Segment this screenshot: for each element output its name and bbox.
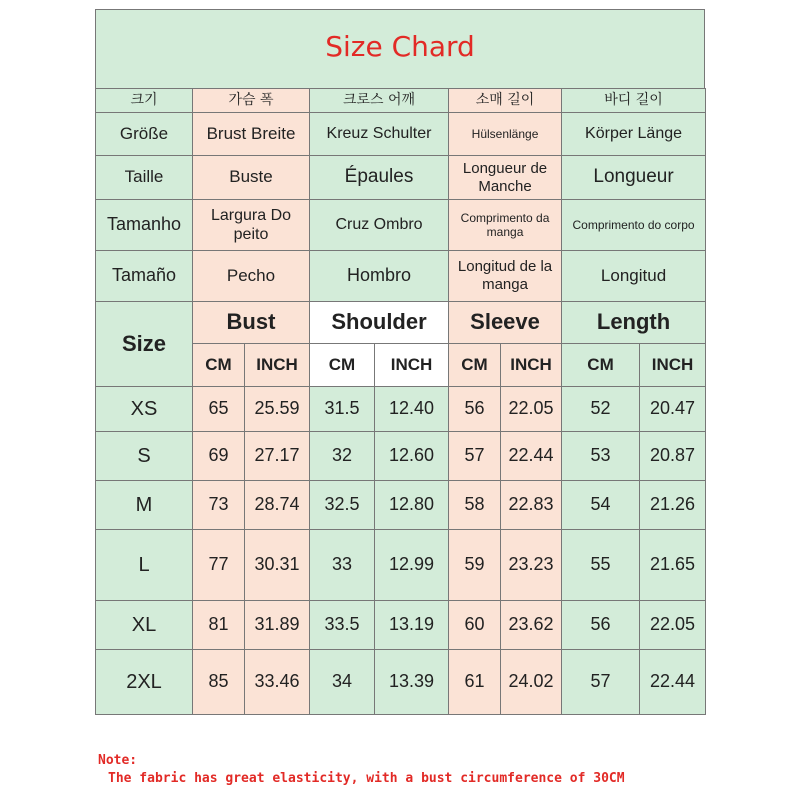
translation-bust: Pecho — [193, 251, 310, 302]
length-inch: 22.05 — [640, 601, 706, 650]
translation-size: 크기 — [96, 89, 193, 113]
translation-shoulder: 크로스 어깨 — [310, 89, 449, 113]
shoulder-inch: 12.40 — [375, 387, 449, 432]
sleeve-cm: 60 — [449, 601, 501, 650]
shoulder-header: Shoulder — [310, 302, 449, 344]
translation-shoulder: Épaules — [310, 156, 449, 200]
shoulder-inch: 13.39 — [375, 650, 449, 715]
size-label: XL — [96, 601, 193, 650]
shoulder-cm: 32 — [310, 432, 375, 481]
bust-inch: 27.17 — [245, 432, 310, 481]
size-label: 2XL — [96, 650, 193, 715]
length-cm: 55 — [562, 530, 640, 601]
unit-cm: CM — [449, 344, 501, 387]
size-chart — [95, 9, 705, 715]
translation-sleeve: Comprimento da manga — [449, 200, 562, 251]
translation-bust: Brust Breite — [193, 113, 310, 156]
title-bar — [95, 9, 705, 88]
translation-length: Longitud — [562, 251, 706, 302]
bust-inch: 25.59 — [245, 387, 310, 432]
shoulder-cm: 34 — [310, 650, 375, 715]
size-row — [96, 432, 706, 481]
bust-inch: 33.46 — [245, 650, 310, 715]
shoulder-cm: 33.5 — [310, 601, 375, 650]
unit-cm: CM — [193, 344, 245, 387]
translation-bust: Buste — [193, 156, 310, 200]
length-inch: 21.65 — [640, 530, 706, 601]
size-row — [96, 650, 706, 715]
size-label: S — [96, 432, 193, 481]
note-text: The fabric has great elasticity, with a bust circumference of 30CM — [108, 771, 625, 786]
note — [98, 752, 798, 788]
bust-header: Bust — [193, 302, 310, 344]
translation-shoulder: Kreuz Schulter — [310, 113, 449, 156]
sleeve-inch: 22.83 — [501, 481, 562, 530]
chart-title: Size Chard — [325, 30, 475, 63]
translation-sleeve: 소매 길이 — [449, 89, 562, 113]
bust-cm: 85 — [193, 650, 245, 715]
sleeve-inch: 23.23 — [501, 530, 562, 601]
length-cm: 57 — [562, 650, 640, 715]
spanish-row — [96, 251, 706, 302]
unit-inch: INCH — [245, 344, 310, 387]
bust-cm: 69 — [193, 432, 245, 481]
unit-inch: INCH — [640, 344, 706, 387]
translation-length: Comprimento do corpo — [562, 200, 706, 251]
portuguese-row — [96, 200, 706, 251]
translation-size: Größe — [96, 113, 193, 156]
bust-cm: 81 — [193, 601, 245, 650]
translation-bust: Largura Do peito — [193, 200, 310, 251]
sleeve-cm: 61 — [449, 650, 501, 715]
size-header: Size — [96, 302, 193, 387]
unit-inch: INCH — [375, 344, 449, 387]
bust-cm: 77 — [193, 530, 245, 601]
shoulder-inch: 12.80 — [375, 481, 449, 530]
translation-length: Longueur — [562, 156, 706, 200]
length-inch: 22.44 — [640, 650, 706, 715]
length-cm: 54 — [562, 481, 640, 530]
bust-cm: 73 — [193, 481, 245, 530]
translation-shoulder: Hombro — [310, 251, 449, 302]
length-header: Length — [562, 302, 706, 344]
bust-inch: 28.74 — [245, 481, 310, 530]
sleeve-cm: 57 — [449, 432, 501, 481]
translation-bust: 가슴 폭 — [193, 89, 310, 113]
bust-cm: 65 — [193, 387, 245, 432]
size-row — [96, 387, 706, 432]
translation-sleeve: Longitud de la manga — [449, 251, 562, 302]
length-inch: 20.47 — [640, 387, 706, 432]
size-row — [96, 530, 706, 601]
group-header-row — [96, 302, 706, 344]
translation-length: 바디 길이 — [562, 89, 706, 113]
size-label: L — [96, 530, 193, 601]
size-label: M — [96, 481, 193, 530]
shoulder-cm: 31.5 — [310, 387, 375, 432]
translation-shoulder: Cruz Ombro — [310, 200, 449, 251]
bust-inch: 30.31 — [245, 530, 310, 601]
size-label: XS — [96, 387, 193, 432]
translation-size: Tamaño — [96, 251, 193, 302]
size-row — [96, 481, 706, 530]
unit-cm: CM — [310, 344, 375, 387]
sleeve-header: Sleeve — [449, 302, 562, 344]
shoulder-inch: 12.99 — [375, 530, 449, 601]
sleeve-inch: 23.62 — [501, 601, 562, 650]
size-table — [95, 88, 706, 715]
bust-inch: 31.89 — [245, 601, 310, 650]
translation-sleeve: Longueur de Manche — [449, 156, 562, 200]
translation-size: Tamanho — [96, 200, 193, 251]
shoulder-cm: 32.5 — [310, 481, 375, 530]
korean-row — [96, 89, 706, 113]
length-cm: 53 — [562, 432, 640, 481]
shoulder-inch: 13.19 — [375, 601, 449, 650]
unit-inch: INCH — [501, 344, 562, 387]
note-label: Note: — [98, 753, 138, 768]
sleeve-cm: 58 — [449, 481, 501, 530]
sleeve-inch: 22.05 — [501, 387, 562, 432]
length-inch: 20.87 — [640, 432, 706, 481]
sleeve-cm: 59 — [449, 530, 501, 601]
sleeve-cm: 56 — [449, 387, 501, 432]
length-cm: 56 — [562, 601, 640, 650]
unit-cm: CM — [562, 344, 640, 387]
size-row — [96, 601, 706, 650]
length-cm: 52 — [562, 387, 640, 432]
translation-length: Körper Länge — [562, 113, 706, 156]
sleeve-inch: 22.44 — [501, 432, 562, 481]
shoulder-cm: 33 — [310, 530, 375, 601]
french-row — [96, 156, 706, 200]
length-inch: 21.26 — [640, 481, 706, 530]
translation-sleeve: Hülsenlänge — [449, 113, 562, 156]
shoulder-inch: 12.60 — [375, 432, 449, 481]
translation-size: Taille — [96, 156, 193, 200]
german-row — [96, 113, 706, 156]
sleeve-inch: 24.02 — [501, 650, 562, 715]
